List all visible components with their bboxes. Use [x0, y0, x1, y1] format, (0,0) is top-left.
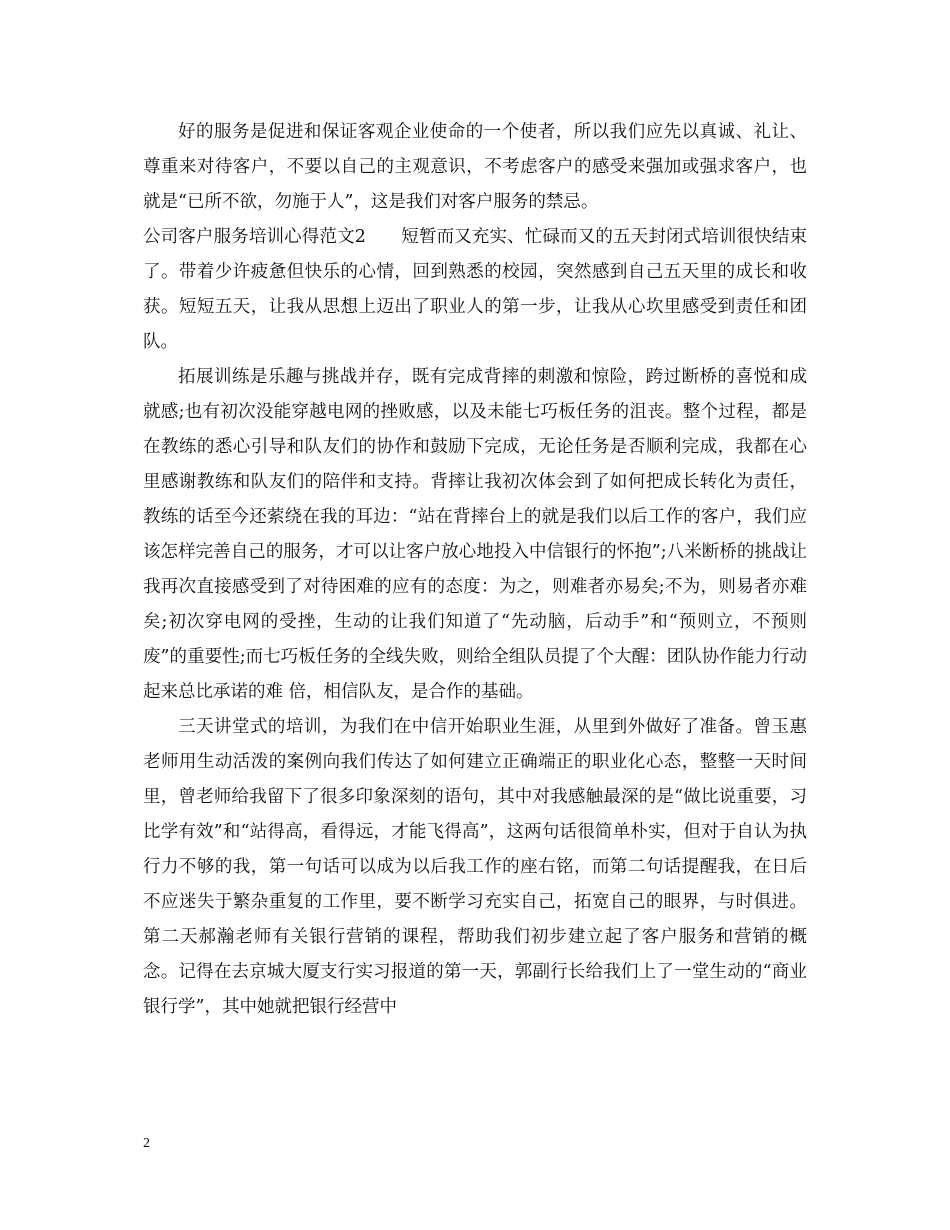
paragraph-service-principle: 好的服务是促进和保证客观企业使命的一个使者，所以我们应先以真诚、礼让、尊重来对待客户，不要以自己的主观意识，不考虑客户的感受来强加或强求客户，也就是“已所不欲，勿施于人”，这是我们对客户服务的禁忌。 — [143, 122, 807, 212]
paragraph-lecture-training: 三天讲堂式的培训，为我们在中信开始职业生涯，从里到外做好了准备。曾玉惠老师用生动活泼的案例向我们传达了如何建立正确端正的职业化心态，整整一天时间里，曾老师给我留下了很多印象深刻的语句，其中对我感触最深的是“做比说重要，习比学有效”和“站得高，看得远，才能飞得高”，这两句话很简单朴实，但对于自认为执行力不够的我，第一句话可以成为以后我工作的座右铭，而第二句话提醒我，在日后不应迷失于繁杂重复的工作里，要不断学习充实自己，拓宽自己的眼界，与时俱进。第二天郝瀚老师有关银行营销的课程，帮助我们初步建立起了客户服务和营销的概念。记得在去京城大厦支行实习报道的第一天，郭副行长给我们上了一堂生动的“商业银行学”，其中她就把银行经营中 — [143, 717, 807, 1017]
page-number: 2 — [143, 1136, 150, 1151]
paragraph-outdoor-training: 拓展训练是乐趣与挑战并存，既有完成背摔的刺激和惊险，跨过断桥的喜悦和成就感;也有初次没能穿越电网的挫败感，以及未能七巧板任务的沮丧。整个过程，都是在教练的悉心引导和队友们的协作和鼓励下完成，无论任务是否顺利完成，我都在心里感谢教练和队友们的陪伴和支持。背摔让我初次体会到了如何把成长转化为责任，教练的话至今还萦绕在我的耳边：“站在背摔台上的就是我们以后工作的客户，我们应该怎样完善自己的服务，才可以让客户放心地投入中信银行的怀抱”;八米断桥的挑战让我再次直接感受到了对待困难的应有的态度：为之，则难者亦易矣;不为，则易者亦难矣;初次穿电网的受挫，生动的让我们知道了“先动脑，后动手”和“预则立，不预则废”的重要性;而七巧板任务的全线失败，则给全组队员提了个大醒：团队协作能力行动起来总比承诺的难 倍，相信队友，是合作的基础。 — [143, 367, 807, 702]
paragraph-essay-2-intro: 公司客户服务培训心得范文2 短暂而又充实、忙碌而又的五天封闭式培训很快结束了。带着少许疲惫但快乐的心情，回到熟悉的校园，突然感到自己五天里的成长和收获。短短五天，让我从思想上迈出了职业人的第一步，让我从心坎里感受到责任和团队。 — [143, 227, 807, 352]
document-body — [143, 115, 807, 1025]
